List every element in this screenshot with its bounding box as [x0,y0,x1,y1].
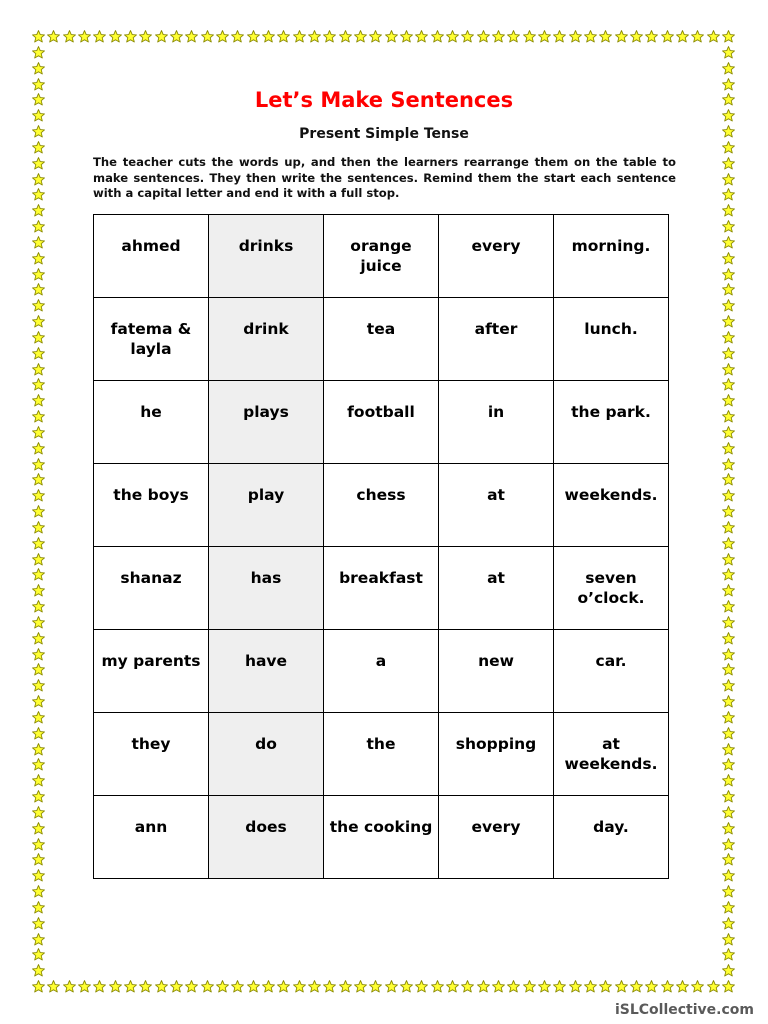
star-icon [201,30,214,43]
star-icon [32,331,45,344]
word-cell: the park. [554,381,669,464]
star-icon [32,727,45,740]
star-icon [308,980,321,993]
star-icon [32,948,45,961]
table-row [94,298,669,381]
star-icon [722,553,735,566]
star-icon [722,616,735,629]
word-cell: at [439,547,554,630]
word-cell: a [324,630,439,713]
star-icon [722,885,735,898]
word-cell: has [209,547,324,630]
star-icon [722,774,735,787]
star-icon [139,30,152,43]
star-icon [277,980,290,993]
star-icon [32,442,45,455]
star-icon [63,980,76,993]
star-icon [32,901,45,914]
star-icon [247,980,260,993]
star-icon [523,30,536,43]
star-icon [630,30,643,43]
star-icon [722,600,735,613]
star-icon [722,838,735,851]
word-cell: at weekends. [554,713,669,796]
star-icon [676,980,689,993]
star-icon [722,648,735,661]
word-cell: breakfast [324,547,439,630]
star-icon [339,980,352,993]
star-icon [385,30,398,43]
word-cell: fatema & layla [94,298,209,381]
star-icon [32,394,45,407]
star-icon [32,553,45,566]
star-icon [722,964,735,977]
star-icon [293,980,306,993]
star-icon [339,30,352,43]
star-icon [722,711,735,724]
star-icon [722,268,735,281]
word-cell: orange juice [324,215,439,298]
star-icon [722,252,735,265]
star-icon [32,790,45,803]
star-icon [722,283,735,296]
star-icon [661,980,674,993]
word-cell: shanaz [94,547,209,630]
star-icon [722,220,735,233]
star-icon [630,980,643,993]
star-icon [170,980,183,993]
star-icon [323,30,336,43]
star-icon [722,394,735,407]
star-icon [722,568,735,581]
star-icon [507,30,520,43]
word-cell: chess [324,464,439,547]
star-icon [32,838,45,851]
star-icon [691,980,704,993]
star-icon [722,347,735,360]
star-icon [308,30,321,43]
star-icon [722,378,735,391]
word-cell: play [209,464,324,547]
word-cell: shopping [439,713,554,796]
star-icon [262,980,275,993]
star-icon [32,204,45,217]
star-icon [707,30,720,43]
star-icon [185,30,198,43]
star-icon [78,980,91,993]
star-icon [477,30,490,43]
word-cell: tea [324,298,439,381]
star-icon [32,141,45,154]
star-icon [155,30,168,43]
star-icon [645,30,658,43]
star-icon [722,584,735,597]
star-icon [32,62,45,75]
star-icon [124,980,137,993]
star-icon [722,410,735,423]
star-icon [538,30,551,43]
star-icon [32,283,45,296]
star-icon [32,980,45,993]
star-icon [722,30,735,43]
star-icon [722,458,735,471]
star-icon [109,30,122,43]
star-icon [722,62,735,75]
star-icon [369,980,382,993]
star-icon [722,901,735,914]
star-icon [415,30,428,43]
word-cell: drink [209,298,324,381]
star-icon [32,157,45,170]
star-icon [722,141,735,154]
star-icon [139,980,152,993]
star-icon [32,489,45,502]
star-icon [32,347,45,360]
star-icon [323,980,336,993]
word-cell: new [439,630,554,713]
star-icon [446,30,459,43]
star-icon [32,584,45,597]
star-icon [661,30,674,43]
star-icon [124,30,137,43]
star-icon [615,980,628,993]
star-icon [584,980,597,993]
word-cell: the cooking [324,796,439,879]
star-icon [32,869,45,882]
star-icon [32,743,45,756]
star-icon [461,980,474,993]
star-icon [722,758,735,771]
word-cell: day. [554,796,669,879]
star-icon [722,743,735,756]
star-icon [722,790,735,803]
star-icon [32,822,45,835]
star-icon [507,980,520,993]
star-icon [722,505,735,518]
star-icon [707,980,720,993]
star-icon [93,30,106,43]
star-icon [492,980,505,993]
word-cell: they [94,713,209,796]
star-icon [722,157,735,170]
star-icon [722,331,735,344]
star-icon [32,410,45,423]
star-icon [32,521,45,534]
word-cell: car. [554,630,669,713]
star-icon [722,426,735,439]
word-cell: do [209,713,324,796]
star-icon [523,980,536,993]
star-icon [400,980,413,993]
star-icon [216,30,229,43]
star-icon [599,980,612,993]
star-icon [431,980,444,993]
star-icon [262,30,275,43]
star-icon [722,869,735,882]
star-icon [722,695,735,708]
word-cell: morning. [554,215,669,298]
star-icon [722,236,735,249]
star-icon [47,980,60,993]
star-icon [32,46,45,59]
star-icon [109,980,122,993]
star-icon [32,315,45,328]
star-icon [538,980,551,993]
star-icon [32,363,45,376]
table-row [94,796,669,879]
table-row [94,630,669,713]
word-cell: the [324,713,439,796]
star-icon [32,853,45,866]
star-icon [477,980,490,993]
star-icon [722,933,735,946]
star-icon [722,663,735,676]
star-icon [431,30,444,43]
word-cell: football [324,381,439,464]
star-icon [32,695,45,708]
star-icon [722,442,735,455]
star-icon [722,632,735,645]
word-cell: in [439,381,554,464]
star-icon [691,30,704,43]
page-subtitle: Present Simple Tense [299,126,469,142]
watermark: iSLCollective.com [614,1002,754,1018]
star-icon [32,236,45,249]
star-icon [722,363,735,376]
star-icon [722,727,735,740]
star-icon [32,426,45,439]
star-icon [32,711,45,724]
star-icon [231,980,244,993]
sentence-table [93,214,669,879]
star-icon [32,299,45,312]
star-icon [385,980,398,993]
star-icon [722,473,735,486]
word-cell: drinks [209,215,324,298]
star-icon [722,980,735,993]
star-icon [722,204,735,217]
star-icon [201,980,214,993]
table-row [94,547,669,630]
star-icon [722,173,735,186]
table-row [94,464,669,547]
word-cell: the boys [94,464,209,547]
star-icon [32,964,45,977]
star-icon [32,679,45,692]
star-icon [32,220,45,233]
star-icon [446,980,459,993]
star-icon [569,30,582,43]
star-icon [722,537,735,550]
page-title: Let’s Make Sentences [254,88,514,112]
star-icon [32,933,45,946]
star-icon [722,948,735,961]
word-cell: he [94,381,209,464]
star-icon [722,917,735,930]
star-icon [185,980,198,993]
word-cell: weekends. [554,464,669,547]
word-cell: does [209,796,324,879]
star-icon [32,616,45,629]
star-icon [32,173,45,186]
instructions-text: The teacher cuts the words up, and then the learners rearrange them on the table to make sentences. They then write the sentences. Remind them the start each sentence with a capital letter and end it with a full stop. [93,155,676,200]
word-cell: seven o’clock. [554,547,669,630]
star-icon [32,663,45,676]
star-icon [47,30,60,43]
star-icon [676,30,689,43]
star-icon [722,299,735,312]
star-icon [32,473,45,486]
star-icon [32,188,45,201]
star-icon [354,980,367,993]
star-icon [722,315,735,328]
star-icon [615,30,628,43]
star-icon [216,980,229,993]
star-icon [722,521,735,534]
star-icon [584,30,597,43]
word-cell: after [439,298,554,381]
star-icon [32,378,45,391]
star-icon [32,632,45,645]
star-icon [722,679,735,692]
star-icon [32,568,45,581]
star-icon [78,30,91,43]
table-row [94,215,669,298]
star-icon [722,853,735,866]
star-icon [32,648,45,661]
star-icon [32,268,45,281]
word-cell: have [209,630,324,713]
star-icon [32,885,45,898]
star-icon [32,252,45,265]
star-icon [247,30,260,43]
star-icon [170,30,183,43]
star-icon [32,505,45,518]
star-icon [32,537,45,550]
star-icon [63,30,76,43]
star-icon [32,806,45,819]
star-icon [722,806,735,819]
star-icon [722,46,735,59]
table-row [94,713,669,796]
star-icon [155,980,168,993]
star-icon [93,980,106,993]
star-icon [32,600,45,613]
word-cell: at [439,464,554,547]
word-cell: every [439,215,554,298]
star-icon [32,30,45,43]
star-icon [461,30,474,43]
word-cell: my parents [94,630,209,713]
star-icon [722,188,735,201]
star-icon [553,980,566,993]
star-icon [293,30,306,43]
star-icon [722,822,735,835]
star-icon [492,30,505,43]
word-cell: ahmed [94,215,209,298]
star-icon [369,30,382,43]
star-icon [32,774,45,787]
star-icon [599,30,612,43]
star-icon [277,30,290,43]
star-icon [32,917,45,930]
star-icon [645,980,658,993]
star-icon [400,30,413,43]
star-icon [415,980,428,993]
table-row [94,381,669,464]
word-cell: ann [94,796,209,879]
star-icon [231,30,244,43]
star-icon [569,980,582,993]
star-icon [32,758,45,771]
word-cell: lunch. [554,298,669,381]
star-icon [32,458,45,471]
word-cell: every [439,796,554,879]
word-cell: plays [209,381,324,464]
star-icon [722,489,735,502]
star-icon [354,30,367,43]
star-icon [553,30,566,43]
